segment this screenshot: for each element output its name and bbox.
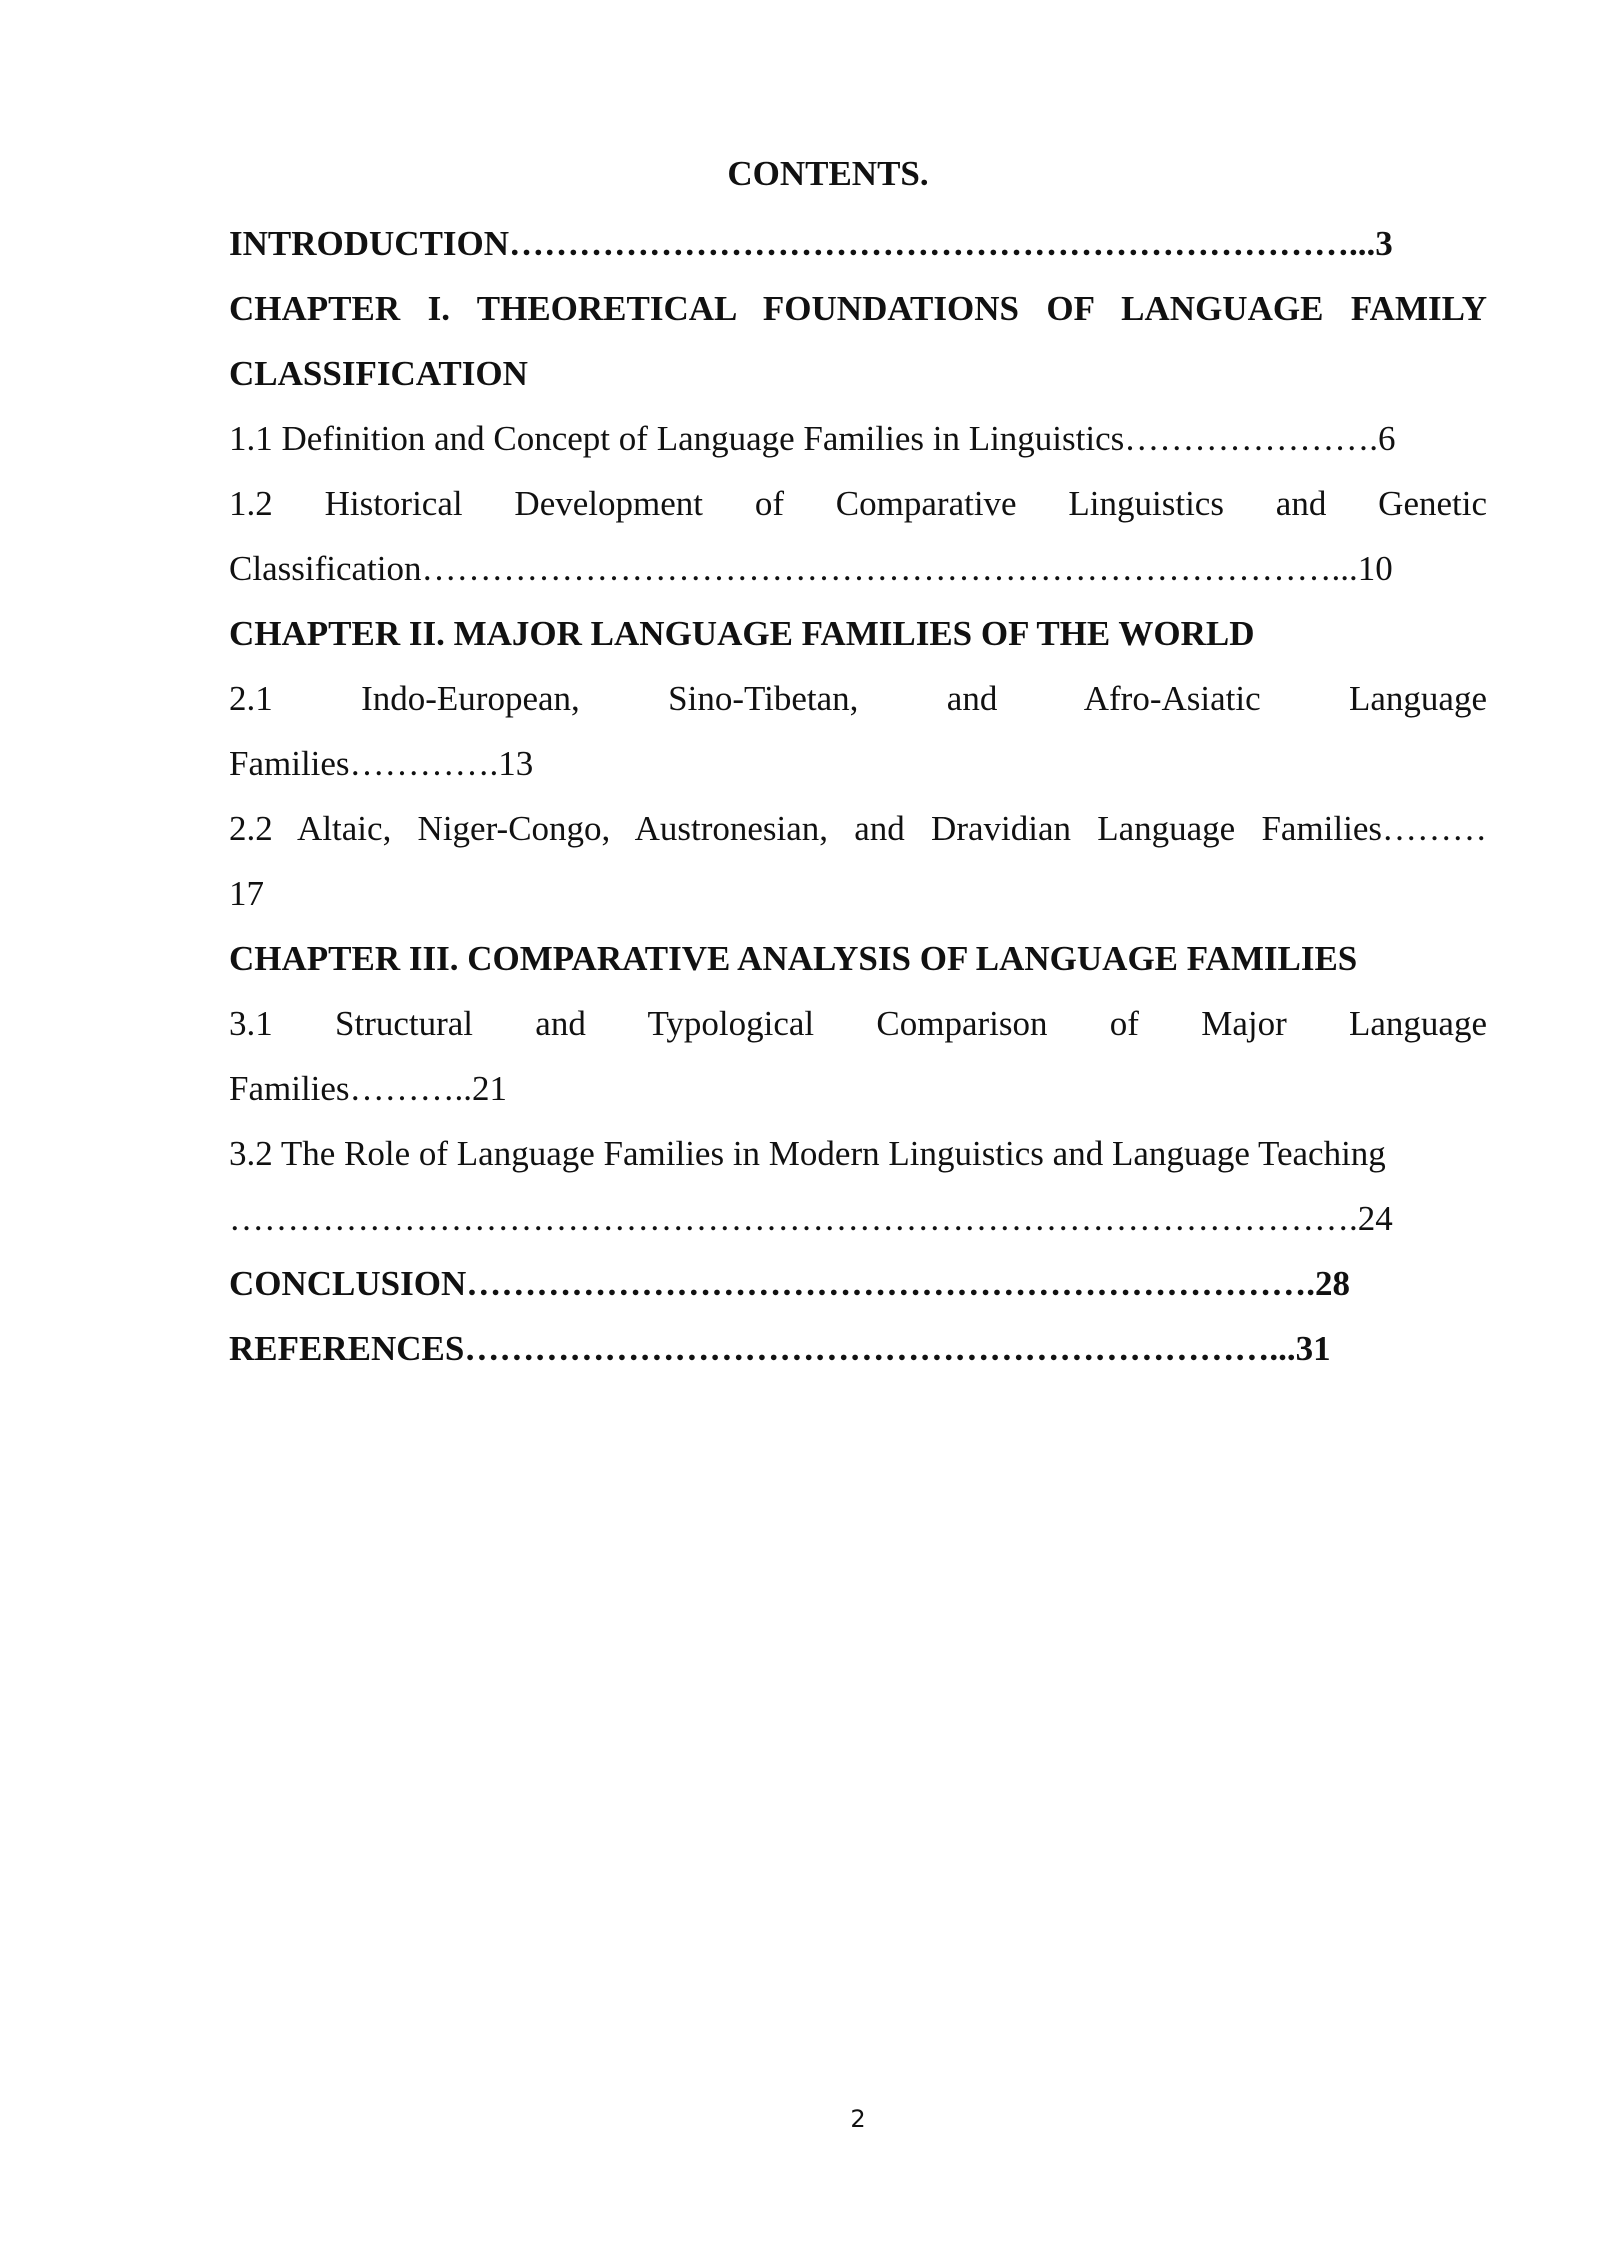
contents-heading: CONTENTS. [727,154,929,193]
toc-entry-section-2-1-continued: Families………….13 [229,744,534,783]
toc-entry-section-3-1: 3.1 Structural and Typological Comparison of Major Language [229,1004,1487,1043]
toc-entry-section-2-2: 2.2 Altaic, Niger-Congo, Austronesian, and Dravidian Language Families……… [229,809,1487,848]
toc-entry-section-1-2: 1.2 Historical Development of Comparative Linguistics and Genetic [229,484,1487,523]
toc-entry-section-3-2-continued: …………………………………………………………………………………….24 [229,1199,1393,1238]
toc-entry-section-1-2-continued: Classification……………………………………………………………………...10 [229,549,1393,588]
table-of-contents [229,211,1487,1381]
toc-entry-introduction: INTRODUCTION………………………………………………………………...3 [229,224,1393,263]
toc-entry-section-2-1: 2.1 Indo-European, Sino-Tibetan, and Afro-Asiatic Language [229,679,1487,718]
page-number: 2 [850,2105,866,2133]
toc-entry-chapter-1-continued: CLASSIFICATION [229,354,528,393]
toc-entry-chapter-2: CHAPTER II. MAJOR LANGUAGE FAMILIES OF THE WORLD [229,614,1255,653]
toc-entry-section-3-2: 3.2 The Role of Language Families in Modern Linguistics and Language Teaching [229,1134,1386,1173]
toc-entry-chapter-3: CHAPTER III. COMPARATIVE ANALYSIS OF LANGUAGE FAMILIES [229,939,1358,978]
toc-entry-section-2-2-continued: 17 [229,874,264,913]
toc-entry-conclusion: CONCLUSION……………………………………………………………….28 [229,1264,1351,1303]
toc-entry-section-3-1-continued: Families………..21 [229,1069,508,1108]
toc-entry-section-1-1: 1.1 Definition and Concept of Language Families in Linguistics………………….6 [229,419,1396,458]
toc-entry-references: REFERENCES……………………………………………………………...31 [229,1329,1331,1368]
toc-entry-chapter-1: CHAPTER I. THEORETICAL FOUNDATIONS OF LANGUAGE FAMILY [229,289,1487,328]
